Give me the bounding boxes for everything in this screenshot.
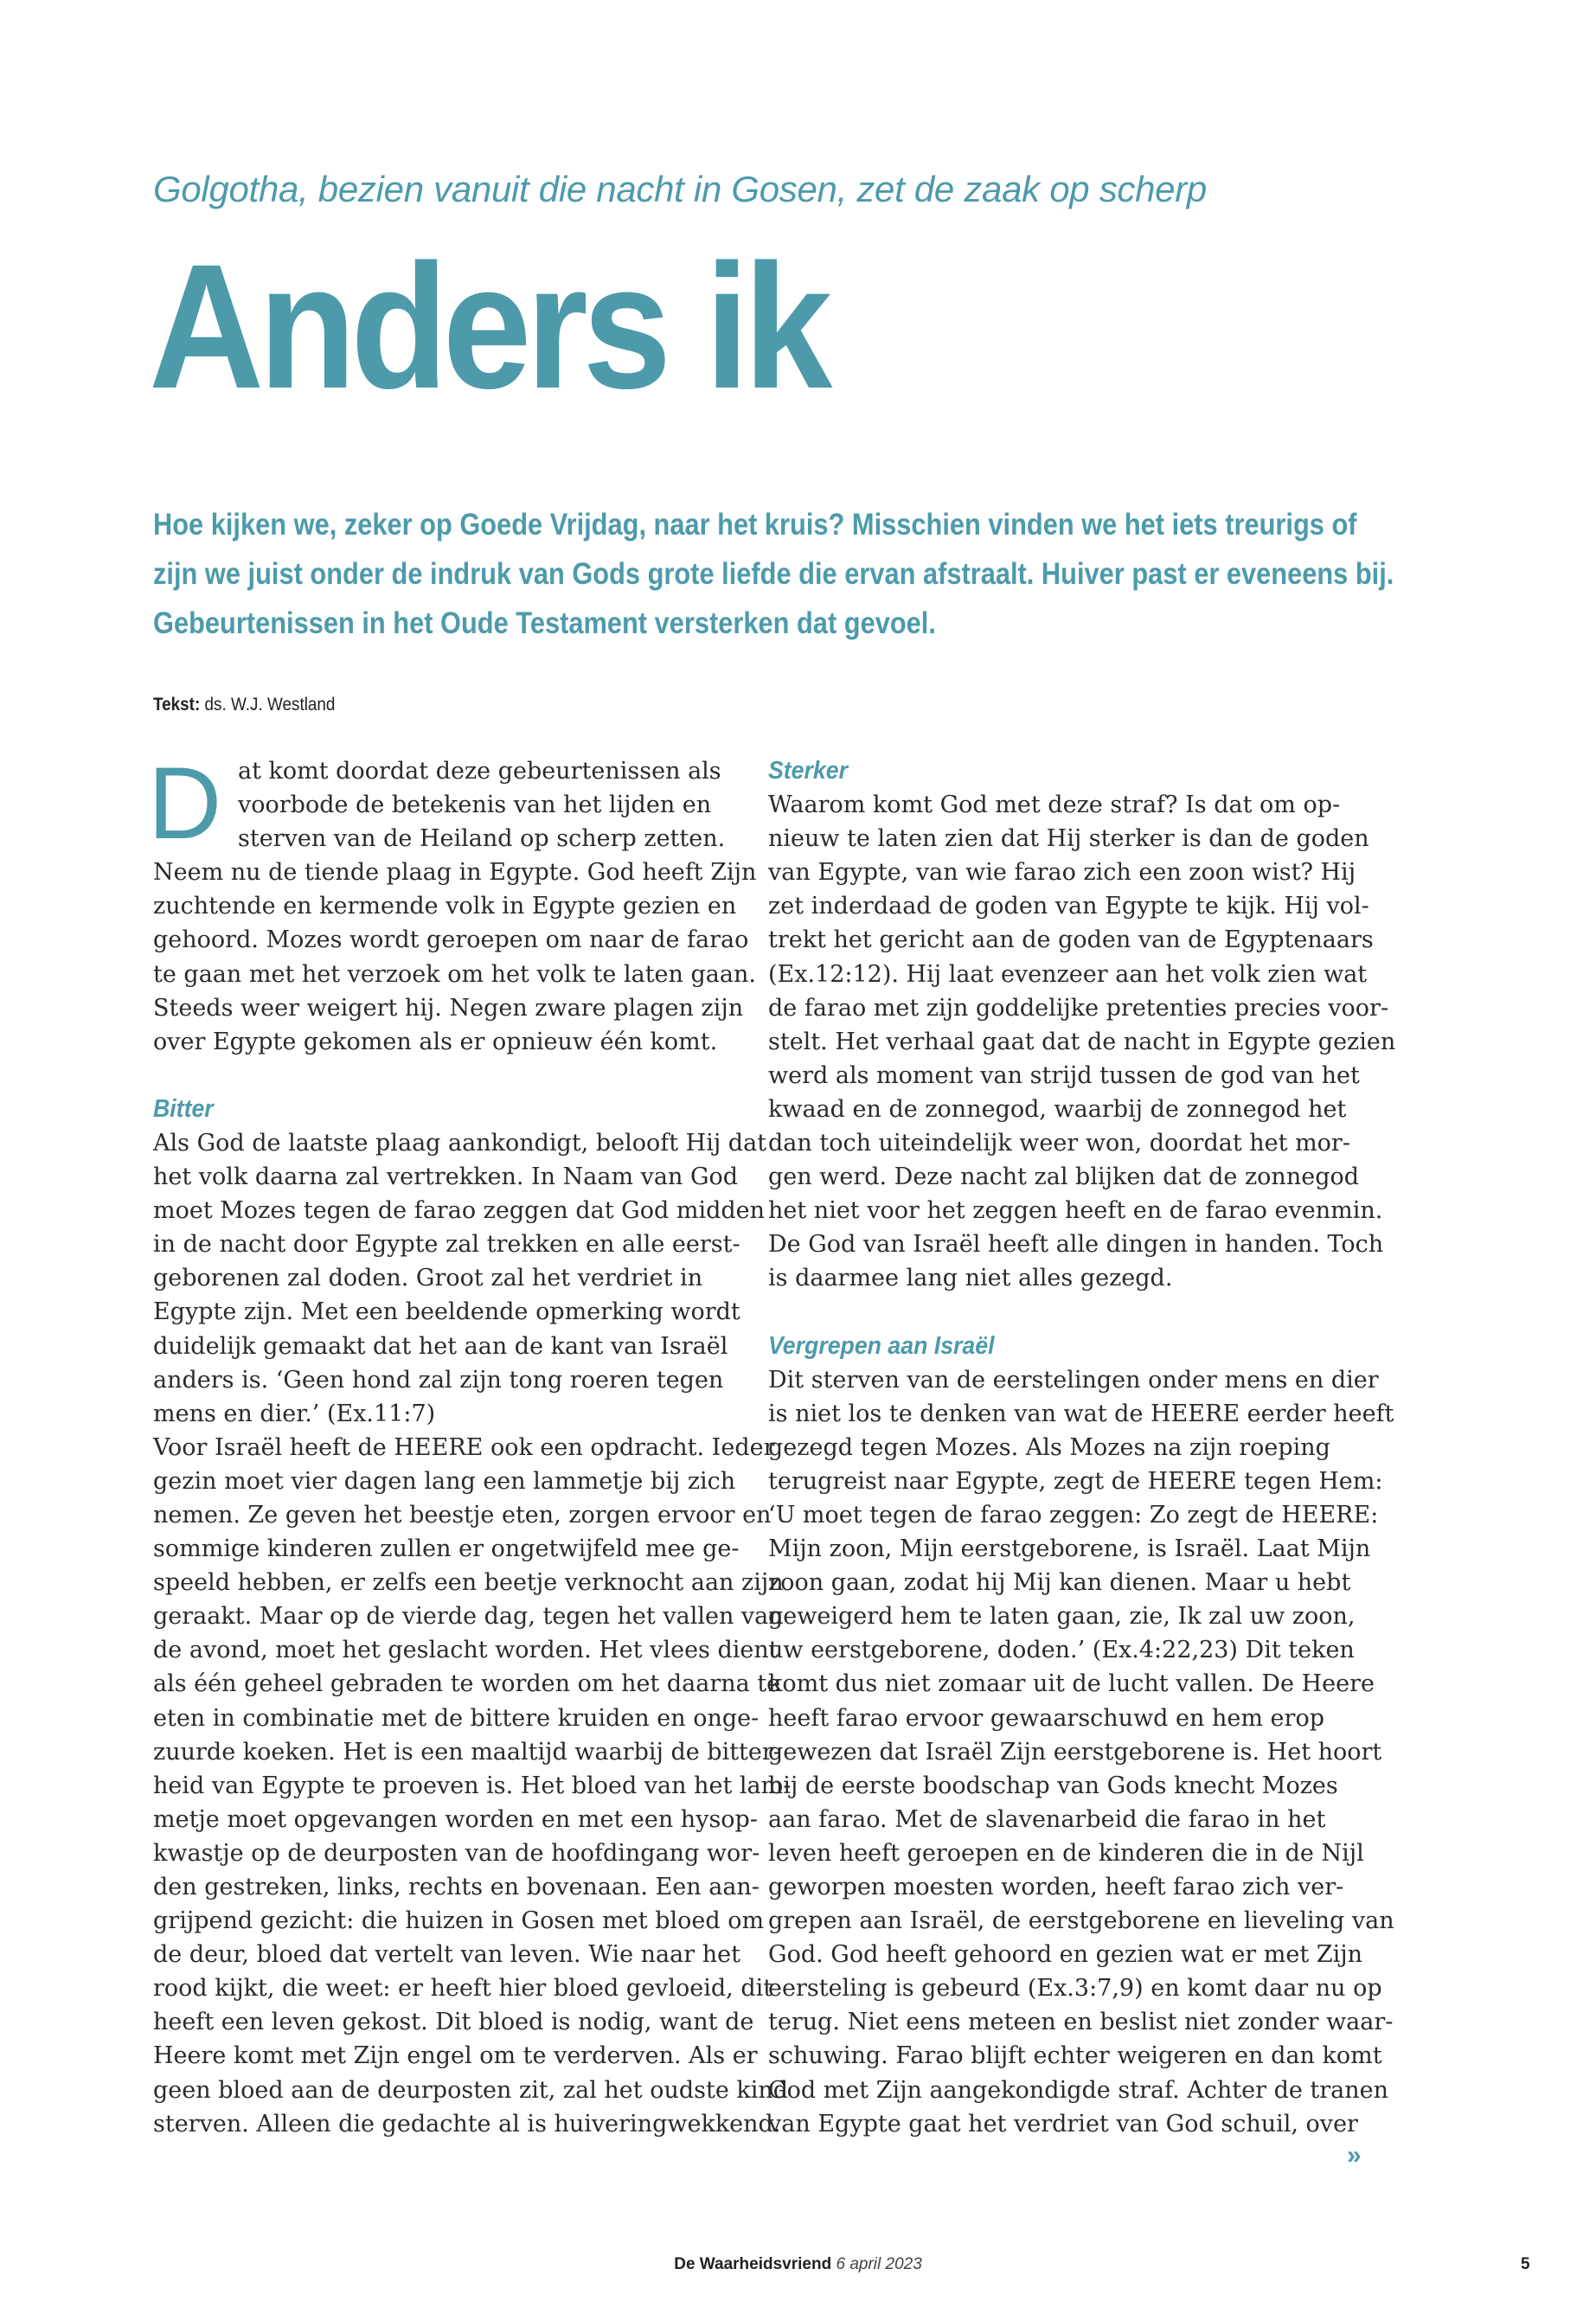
text-line: geweigerd hem te laten gaan, zie, Ik zal uw zoon,	[768, 1603, 1356, 1631]
footer-date: 6 april 2023	[836, 2255, 922, 2273]
text-line: van Egypte, van wie farao zich een zoon wist? Hij	[768, 859, 1356, 887]
byline-label: Tekst:	[153, 695, 201, 715]
text-line: kwaad en de zonnegod, waarbij de zonnegod het	[768, 1095, 1347, 1123]
text-line: van Egypte gaat het verdriet van God schuil, over	[768, 2110, 1358, 2138]
text-line: gezegd tegen Mozes. Als Mozes na zijn roeping	[768, 1433, 1330, 1461]
text-line: Voor Israël heeft de HEERE ook een opdracht. Ieder	[153, 1433, 775, 1461]
text-line: speeld hebben, er zelfs een beetje verknocht aan zijn	[153, 1569, 784, 1597]
text-line: sterven van de Heiland op scherp zetten.	[238, 825, 726, 853]
text-line: trekt het gericht aan de goden van de Egyptenaars	[768, 926, 1374, 954]
text-line: Mijn zoon, Mijn eerstgeborene, is Israël. Laat Mijn	[768, 1535, 1371, 1563]
text-line: terugreist naar Egypte, zegt de HEERE tegen Hem:	[768, 1467, 1383, 1495]
page-footer	[0, 2255, 1596, 2274]
text-line: De God van Israël heeft alle dingen in handen. Toch	[768, 1231, 1384, 1259]
right-column	[768, 754, 1396, 2141]
text-line: eten in combinatie met de bittere kruiden en onge-	[153, 1704, 760, 1732]
text-line: is niet los te denken van wat de HEERE eerder heeft	[768, 1400, 1394, 1427]
text-line: de deur, bloed dat vertelt van leven. Wie naar het	[153, 1941, 740, 1969]
text-line: sterven. Alleen die gedachte al is huiveringwekkend.	[153, 2110, 781, 2138]
kicker: Golgotha, bezien vanuit die nacht in Gosen, zet de zaak op scherp	[153, 169, 1207, 209]
text-line: geborenen zal doden. Groot zal het verdriet in	[153, 1265, 703, 1292]
text-line: rood kijkt, die weet: er heeft hier bloed gevloeid, dit	[153, 1975, 773, 2003]
text-line: nieuw te laten zien dat Hij sterker is dan de goden	[768, 825, 1369, 853]
text-line: eersteling is gebeurd (Ex.3:7,9) en komt daar nu op	[768, 1975, 1382, 2003]
text-line: duidelijk gemaakt dat het aan de kant van Israël	[153, 1332, 728, 1360]
text-line: Steeds weer weigert hij. Negen zware plagen zijn	[153, 994, 744, 1022]
text-line: gewezen dat Israël Zijn eerstgeborene is. Het hoort	[768, 1738, 1382, 1766]
text-line: nemen. Ze geven het beestje eten, zorgen ervoor en	[153, 1501, 772, 1529]
byline-author: ds. W.J. Westland	[204, 695, 336, 715]
text-line: schuwing. Farao blijft echter weigeren en dan komt	[768, 2042, 1382, 2070]
intro-paragraph	[153, 754, 757, 1059]
text-line: zuurde koeken. Het is een maaltijd waarbij de bitter-	[153, 1738, 781, 1766]
text-line: grepen aan Israël, de eerstgeborene en lieveling van	[768, 1907, 1394, 1935]
text-line: at komt doordat deze gebeurtenissen als	[238, 758, 721, 785]
text-line: God. God heeft gehoord en gezien wat er met Zijn	[768, 1941, 1362, 1969]
text-line: grijpend gezicht: die huizen in Gosen met bloed om	[153, 1907, 765, 1935]
section-sterker-body	[768, 788, 1396, 1295]
text-line: terug. Niet eens meteen en beslist niet zonder waar-	[768, 2009, 1394, 2036]
footer-publication: De Waarheidsvriend	[674, 2255, 832, 2273]
lead-line: zijn we juist onder de indruk van Gods grote liefde die ervan afstraalt. Huiver past er eveneens bij.	[153, 557, 1394, 591]
text-line: werd als moment van strijd tussen de god van het	[768, 1061, 1360, 1089]
text-line: het niet voor het zeggen heeft en de farao evenmin.	[768, 1197, 1383, 1225]
text-line: in de nacht door Egypte zal trekken en alle eerst-	[153, 1231, 740, 1259]
text-line: God met Zijn aangekondigde straf. Achter de tranen	[768, 2076, 1389, 2104]
text-line: anders is. ‘Geen hond zal zijn tong roeren tegen	[153, 1366, 724, 1394]
continue-arrow-icon: »	[1347, 2141, 1362, 2170]
text-line: ‘U moet tegen de farao zeggen: Zo zegt de HEERE:	[768, 1501, 1379, 1529]
text-line: de farao met zijn goddelijke pretenties precies voor-	[768, 994, 1389, 1022]
text-line: als één geheel gebraden te worden om het daarna te	[153, 1670, 781, 1698]
text-line: zet inderdaad de goden van Egypte te kijk. Hij vol-	[768, 893, 1369, 920]
text-line: dan toch uiteindelijk weer won, doordat het mor-	[768, 1130, 1350, 1157]
section-vergrepen-body	[768, 1363, 1394, 2141]
text-line: den gestreken, links, rechts en bovenaan. Een aan-	[153, 1874, 760, 1900]
text-line: gezin moet vier dagen lang een lammetje bij zich	[153, 1467, 736, 1495]
subheading-sterker: Sterker	[768, 757, 848, 785]
text-line: Neem nu de tiende plaag in Egypte. God heeft Zijn	[153, 859, 757, 887]
text-line: zoon gaan, zodat hij Mij kan dienen. Maar u hebt	[768, 1569, 1351, 1597]
text-line: kwastje op de deurposten van de hoofdingang wor-	[153, 1839, 760, 1867]
text-line: de avond, moet het geslacht worden. Het vlees dient	[153, 1637, 779, 1664]
lead-line: Hoe kijken we, zeker op Goede Vrijdag, naar het kruis? Misschien vinden we het iets treurigs of	[153, 508, 1357, 542]
text-line: (Ex.12:12). Hij laat evenzeer aan het volk zien wat	[768, 960, 1368, 988]
section-bitter-body	[153, 1126, 792, 2141]
page-number: 5	[1521, 2255, 1530, 2273]
text-line: komt dus niet zomaar uit de lucht vallen. De Heere	[768, 1670, 1375, 1698]
subheading-vergrepen: Vergrepen aan Israël	[768, 1331, 995, 1360]
subheading-bitter: Bitter	[153, 1094, 214, 1123]
text-line: mens en dier.’ (Ex.11:7)	[153, 1400, 436, 1427]
text-line: aan farao. Met de slavenarbeid die farao in het	[768, 1805, 1326, 1833]
text-line: Waarom komt God met deze straf? Is dat om op-	[768, 792, 1341, 819]
byline	[153, 695, 335, 715]
text-line: Dit sterven van de eerstelingen onder mens en dier	[768, 1366, 1379, 1394]
text-line: metje moet opgevangen worden en met een hysop-	[153, 1805, 758, 1833]
text-line: bij de eerste boodschap van Gods knecht Mozes	[768, 1772, 1338, 1799]
text-line: Egypte zijn. Met een beeldende opmerking wordt	[153, 1298, 740, 1326]
lead-line: Gebeurtenissen in het Oude Testament versterken dat gevoel.	[153, 606, 936, 640]
text-line: gen werd. Deze nacht zal blijken dat de zonnegod	[768, 1163, 1360, 1191]
drop-cap: D	[148, 747, 222, 861]
page-title: Anders ik	[149, 228, 828, 426]
text-line: zuchtende en kermende volk in Egypte gezien en	[153, 893, 737, 920]
text-line: heeft farao ervoor gewaarschuwd en hem erop	[768, 1704, 1324, 1732]
text-line: geen bloed aan de deurposten zit, zal het oudste kind	[153, 2076, 789, 2104]
text-line: heid van Egypte te proeven is. Het bloed van het lam-	[153, 1772, 792, 1799]
text-line: stelt. Het verhaal gaat dat de nacht in Egypte gezien	[768, 1028, 1396, 1055]
text-line: uw eerstgeborene, doden.’ (Ex.4:22,23) Dit teken	[768, 1637, 1355, 1664]
text-line: leven heeft geroepen en de kinderen die in de Nijl	[768, 1839, 1364, 1867]
left-column	[148, 747, 792, 2141]
text-line: over Egypte gekomen als er opnieuw één komt.	[153, 1028, 718, 1055]
text-line: geworpen moesten worden, heeft farao zich ver-	[768, 1874, 1344, 1900]
text-line: te gaan met het verzoek om het volk te laten gaan.	[153, 960, 756, 988]
text-line: geraakt. Maar op de vierde dag, tegen het vallen van	[153, 1603, 784, 1631]
text-line: sommige kinderen zullen er ongetwijfeld mee ge-	[153, 1535, 740, 1563]
text-line: heeft een leven gekost. Dit bloed is nodig, want de	[153, 2009, 754, 2036]
text-line: gehoord. Mozes wordt geroepen om naar de farao	[153, 926, 749, 954]
text-line: moet Mozes tegen de farao zeggen dat God midden	[153, 1197, 766, 1225]
text-line: is daarmee lang niet alles gezegd.	[768, 1265, 1173, 1292]
text-line: Heere komt met Zijn engel om te verderven. Als er	[153, 2042, 758, 2070]
text-line: het volk daarna zal vertrekken. In Naam van God	[153, 1163, 739, 1191]
lead-paragraph	[153, 500, 1447, 648]
text-line: Als God de laatste plaag aankondigt, belooft Hij dat	[153, 1129, 767, 1157]
text-line: voorbode de betekenis van het lijden en	[238, 792, 712, 819]
